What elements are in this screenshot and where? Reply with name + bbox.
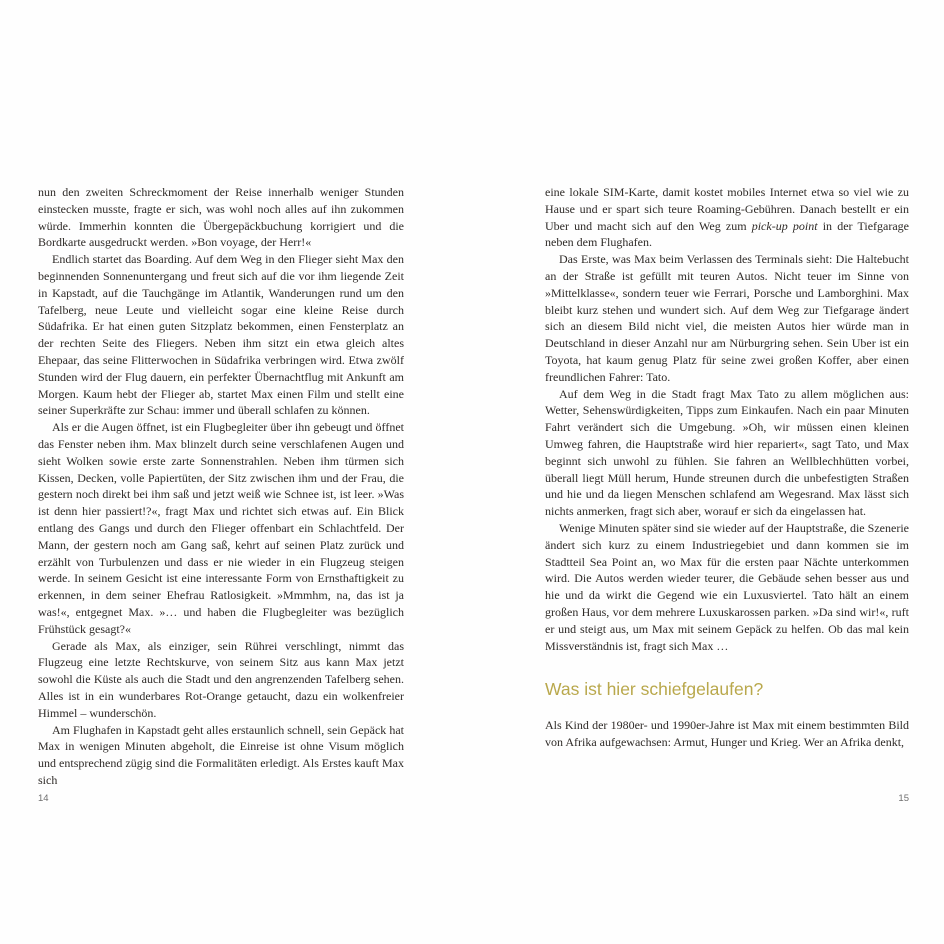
page-left-text-column bbox=[38, 184, 404, 789]
paragraph: Auf dem Weg in die Stadt fragt Max Tato zu allem möglichen aus: Wetter, Sehenswürdigkeiten, Tipps zum Einkaufen. Nach ein paar Minuten Fahrt verändert sich die Umgebung. »Oh, wir müssen einen kleinen Umweg fahren, die Hauptstraße wird hier repariert«, sagt Tato, und Max beginnt sich unwohl zu fühlen. Sie fahren an Wellblechhütten vorbei, überall liegt Müll herum, Hunde streunen durch die unbefestigten Straßen und hie und da liegen Menschen schlafend am Wegesrand. Max lässt sich nichts anmerken, fragt sich aber, worauf er sich da eingelassen hat. bbox=[545, 386, 909, 519]
paragraph: Endlich startet das Boarding. Auf dem Weg in den Flieger sieht Max den beginnenden Sonnenuntergang und freut sich auf die vor ihm liegende Zeit in Kapstadt, auf die Tauchgänge im Atlantik, Wanderungen rund um den Tafelberg, neue Leute und vielleicht sogar eine kleine Reise durch Südafrika. Er hat einen guten Sitzplatz bekommen, einen Fensterplatz an der rechten Seite des Fliegers. Neben ihm sitzt ein etwa gleich altes Ehepaar, das seine Flitterwochen in Südafrika verbringen wird. Etwa zwölf Stunden wird der Flug dauern, ein perfekter Übernachtflug mit Ankunft am Morgen. Kaum hebt der Flieger ab, startet Max einen Film und stellt eine seiner Superkräfte zur Schau: immer und überall schlafen zu können. bbox=[38, 252, 404, 418]
paragraph: Als Kind der 1980er- und 1990er-Jahre ist Max mit einem bestimmten Bild von Afrika aufgewachsen: Armut, Hunger und Krieg. Wer an Afrika denkt, bbox=[545, 718, 909, 749]
page-right-after-heading-column bbox=[545, 717, 909, 751]
paragraph: nun den zweiten Schreckmoment der Reise innerhalb weniger Stunden einstecken musste, fragte er sich, was wohl noch alles auf ihn zukommen würde. Immerhin konnten die Übergepäckbuchung korrigiert und die Bordkarte ausgedruckt werden. »Bon voyage, der Herr!« bbox=[38, 185, 404, 250]
paragraph: Am Flughafen in Kapstadt geht alles erstaunlich schnell, sein Gepäck hat Max in wenigen Minuten abgeholt, die Einreise ist ohne Visum möglich und entsprechend zügig sind die Formalitäten erledigt. Als Erstes kauft Max sich bbox=[38, 722, 404, 787]
section-heading: Was ist hier schiefgelaufen? bbox=[545, 679, 764, 699]
paragraph: Als er die Augen öffnet, ist ein Flugbegleiter über ihn gebeugt und öffnet das Fenster neben ihm. Max blinzelt durch seine verschlafenen Augen und sieht Wolken sowie erste zarte Sonnenstrahlen. Neben ihm türmen sich Kissen, Decken, volle Papiertüten, der Sitz zwischen ihm und der Frau, die gestern noch direkt bei ihm saß und jetzt weiß wie Schnee ist, ist leer. »Was ist denn hier passiert!?«, fragt Max und richtet sich etwas auf. Ein Blick entlang des Gangs und durch den Flieger offenbart ein Schlachtfeld. Der Mann, der gestern noch am Gang saß, kehrt auf seinen Platz zurück und erzählt von Turbulenzen und dass er nie wieder in ein Flugzeug steigen werde. In seinem Gesicht ist eine interessante Form von Ernsthaftigkeit zu erkennen, in dem seiner Ehefrau Ratlosigkeit. »Mmmhm, na, das ist ja was!«, entgegnet Max. »… und haben die Flugbegleiter was bezüglich Frühstück gesagt?« bbox=[38, 420, 404, 636]
paragraph: eine lokale SIM-Karte, damit kostet mobiles Internet etwa so viel wie zu Hause und er spart sich teure Roaming-Gebühren. Danach bestellt er ein Uber und macht sich auf den Weg zum pick-up point in der Tiefgarage neben dem Flughafen. bbox=[545, 185, 909, 250]
page-right-text-column bbox=[545, 184, 909, 654]
paragraph: Das Erste, was Max beim Verlassen des Terminals sieht: Die Haltebucht an der Straße ist gefüllt mit teuren Autos. Nicht teuer im Sinne von »Mittelklasse«, sondern teuer wie Ferrari, Porsche und Lamborghini. Max bleibt kurz stehen und wundert sich. Auf dem Weg zur Tiefgarage ändert sich an diesem Bild nicht viel, die meisten Autos hier würde man in Deutschland in dieser Anzahl nur am Nürburgring sehen. Sein Uber ist ein Toyota, hat kaum genug Platz für seine zwei großen Koffer, aber einen freundlichen Fahrer: Tato. bbox=[545, 252, 909, 384]
page-number-right: 15 bbox=[898, 793, 909, 804]
paragraph: Wenige Minuten später sind sie wieder auf der Hauptstraße, die Szenerie ändert sich kurz zu einem Industriegebiet und dann kommen sie im Stadtteil Sea Point an, wo Max für die ersten paar Nächte unterkommen wird. Die Autos werden wieder teurer, die Gebäude sehen besser aus und hie und da wirkt die Gegend wie ein Luxusviertel. Tato hält an einem großen Haus, vor dem mehrere Luxuskarossen parken. »Da sind wir!«, ruft er und steigt aus, um Max mit seinem Gepäck zu helfen. Ob das mal kein Missverständnis ist, fragt sich Max … bbox=[545, 520, 909, 653]
paragraph: Gerade als Max, als einziger, sein Rührei verschlingt, nimmt das Flugzeug eine letzte Rechtskurve, von seinem Sitz aus kann Max jetzt sowohl die Küste als auch die Stadt und den angrenzenden Tafelberg sehen. Alles ist in ein wunderbares Rot-Orange getaucht, dazu ein wolkenfreier Himmel – wunderschön. bbox=[38, 638, 404, 720]
page-number-left: 14 bbox=[38, 793, 49, 804]
